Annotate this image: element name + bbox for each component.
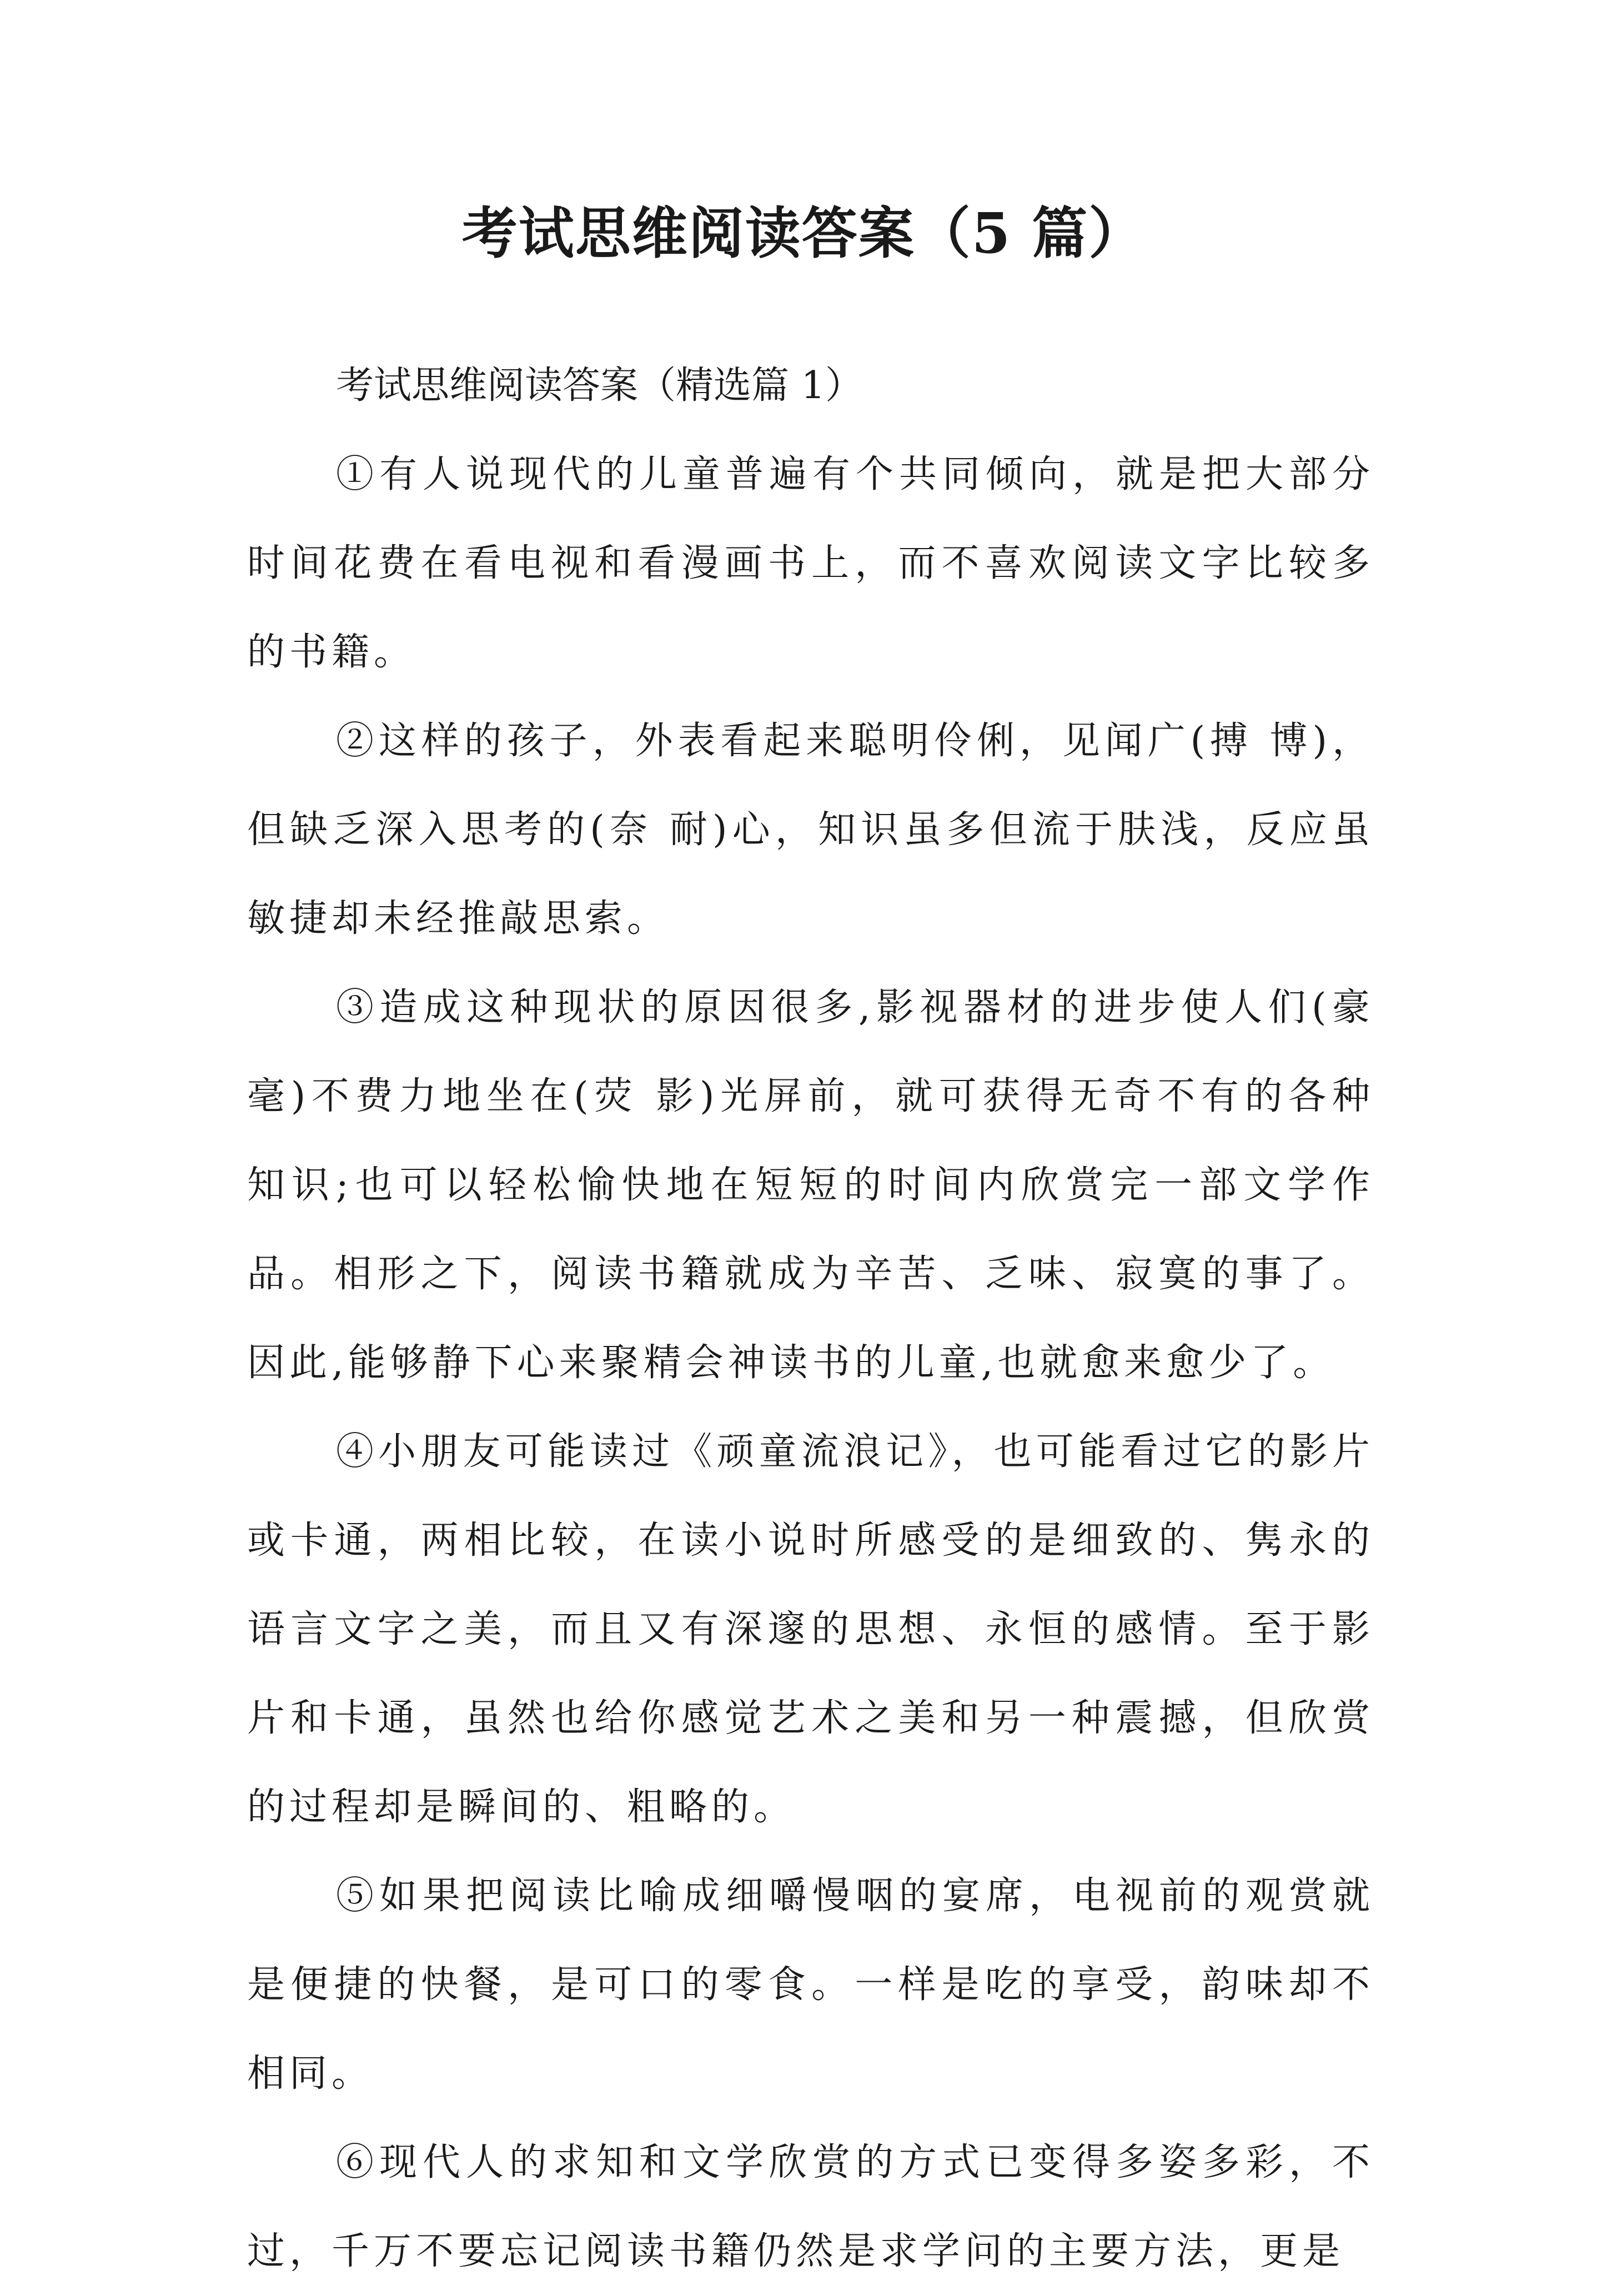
paragraph-5: ⑤如果把阅读比喻成细嚼慢咽的宴席，电视前的观赏就是便捷的快餐，是可口的零食。一样是吃的享受，韵味却不相同。 bbox=[247, 1874, 1374, 2096]
paragraph-4: ④小朋友可能读过《顽童流浪记》，也可能看过它的影片或卡通，两相比较，在读小说时所感受的是细致的、隽永的语言文字之美，而且又有深邃的思想、永恒的感情。至于影片和卡通，虽然也给你感觉艺术之美和另一种震撼，但欣赏的过程却是瞬间的、粗略的。 bbox=[247, 1430, 1374, 1829]
paragraph-6: ⑥现代人的求知和文学欣赏的方式已变得多姿多彩，不过，千万不要忘记阅读书籍仍然是求学问的主要方法，更是 bbox=[247, 2141, 1374, 2273]
paragraph-3: ③造成这种现状的原因很多,影视器材的进步使人们(豪毫)不费力地坐在(荧 影)光屏前，就可获得无奇不有的各种知识;也可以轻松愉快地在短短的时间内欣赏完一部文学作品。相形之下，阅读书籍就成为辛苦、乏味、寂寞的事了。因此,能够静下心来聚精会神读书的儿童,也就愈来愈少了。 bbox=[247, 986, 1374, 1385]
document-title: 考试思维阅读答案（5 篇） bbox=[461, 200, 1146, 266]
paragraph-2: ②这样的孩子，外表看起来聪明伶俐，见闻广(搏 博)，但缺乏深入思考的(奈 耐)心，知识虽多但流于肤浅，反应虽敏捷却未经推敲思索。 bbox=[247, 719, 1374, 941]
document-body bbox=[247, 341, 1374, 2296]
paragraph-1: ①有人说现代的儿童普遍有个共同倾向，就是把大部分时间花费在看电视和看漫画书上，而不喜欢阅读文字比较多的书籍。 bbox=[247, 453, 1374, 674]
section-title: 考试思维阅读答案（精选篇 1） bbox=[336, 364, 863, 408]
